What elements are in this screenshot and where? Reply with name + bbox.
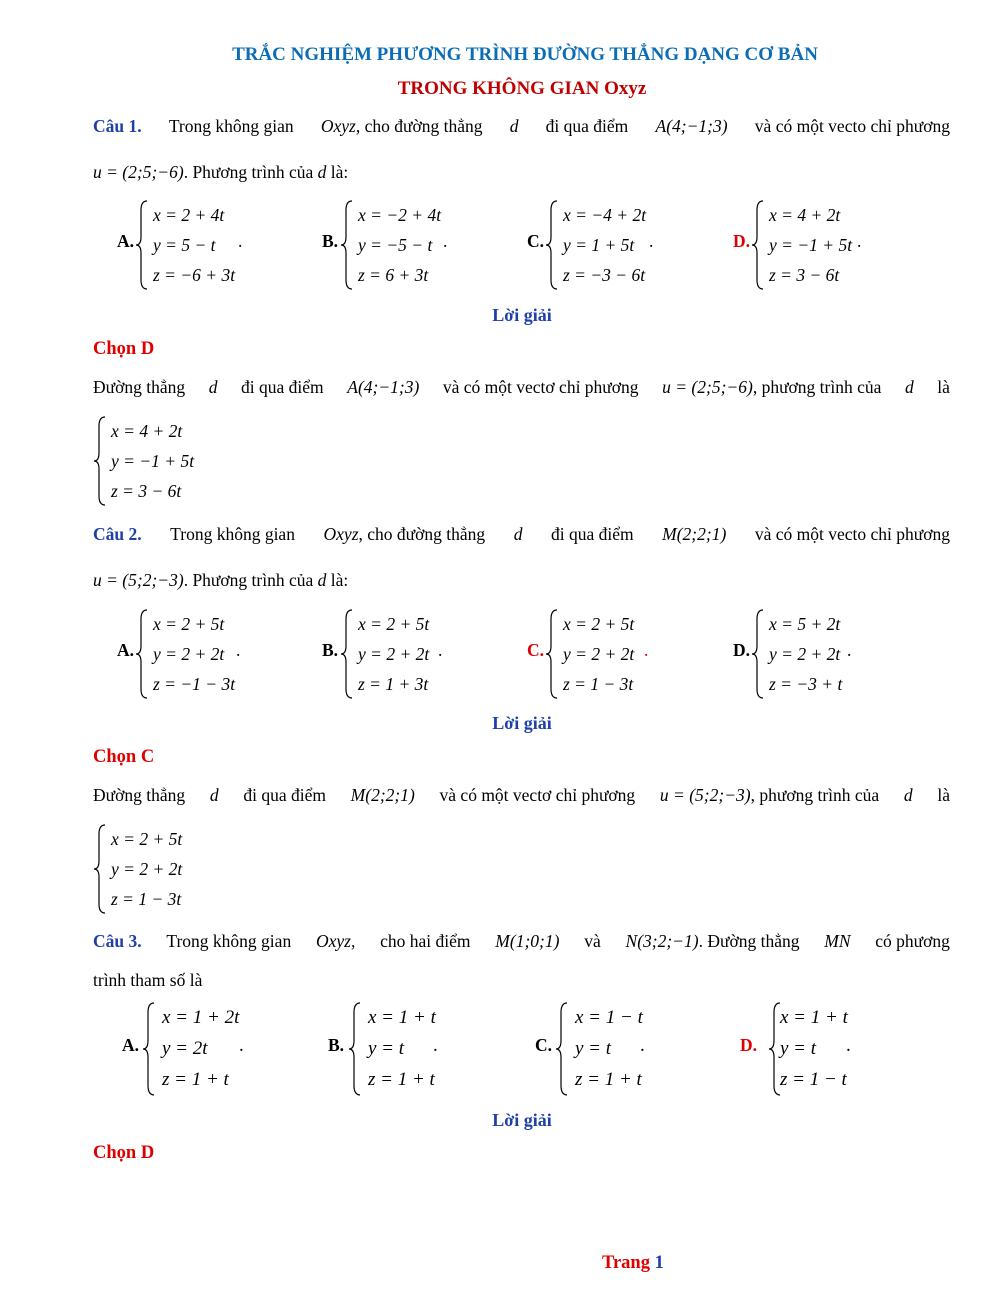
equation: x = 2 + 5t	[563, 614, 635, 634]
brace-icon	[751, 200, 765, 290]
q1-space-name: Oxyz	[320, 116, 356, 136]
explain-text: đi qua điểm	[243, 785, 326, 805]
q3-option-d[interactable]	[740, 1002, 900, 1092]
q2-stem-line1	[93, 524, 950, 545]
q3-text: có phương	[875, 931, 950, 951]
q1-stem-line1	[93, 116, 950, 137]
brace-icon	[545, 609, 559, 699]
equation: y = 2 + 2t	[769, 644, 841, 664]
q1-explanation	[93, 377, 950, 398]
q3-text: Trong không gian	[166, 931, 292, 951]
equation: z = 1 + t	[368, 1069, 435, 1090]
equation-system	[153, 609, 235, 699]
explain-line-name: d	[209, 785, 219, 805]
brace-icon	[93, 416, 107, 506]
option-tail: .	[433, 1035, 438, 1056]
equation-system	[153, 200, 235, 290]
equation: x = 1 + 2t	[162, 1007, 240, 1028]
equation: z = 3 − 6t	[111, 481, 182, 501]
equation-system	[368, 1002, 436, 1095]
explain-line-name: d	[904, 377, 914, 397]
explain-text: là	[937, 377, 950, 397]
q3-line-name: MN	[824, 931, 851, 951]
equation: y = 2 + 2t	[111, 859, 183, 879]
q3-option-a[interactable]	[122, 1002, 282, 1092]
q1-text: . Phương trình của	[183, 162, 314, 182]
option-tail: .	[649, 231, 654, 251]
q1-text: , cho đường thẳng	[355, 116, 483, 136]
q2-line-name: d	[513, 524, 523, 544]
option-tail: .	[438, 640, 443, 660]
q2-text: Trong không gian	[170, 524, 295, 544]
option-tail: .	[238, 231, 243, 251]
q2-option-d[interactable]	[733, 609, 893, 699]
explain-text: và có một vectơ chỉ phương	[439, 785, 636, 805]
option-label: A.	[117, 640, 135, 660]
explain-text: và có một vectơ chỉ phương	[442, 377, 639, 397]
equation: y = 1 + 5t	[563, 235, 635, 255]
equation: y = −5 − t	[358, 235, 433, 255]
page-footer	[602, 1253, 664, 1274]
q2-text: là:	[330, 570, 349, 590]
q2-text: và có một vecto chỉ phương	[754, 524, 950, 544]
q1-vector: u = (2;5;−6)	[93, 162, 184, 182]
q1-option-b[interactable]	[322, 200, 482, 290]
q2-line-name: d	[317, 570, 327, 590]
equation: x = 5 + 2t	[769, 614, 841, 634]
q2-solution-heading: Lời giải	[492, 713, 552, 733]
q2-option-a[interactable]	[117, 609, 277, 699]
option-tail: .	[846, 1035, 851, 1056]
brace-icon	[340, 200, 354, 290]
explain-text: , phương trình của	[752, 377, 882, 397]
option-tail: .	[236, 640, 241, 660]
q1-text: đi qua điểm	[545, 116, 629, 136]
equation: x = 4 + 2t	[111, 421, 183, 441]
q2-vector: u = (5;2;−3)	[93, 570, 184, 590]
q2-answer-system	[75, 824, 275, 914]
equation: y = 2 + 2t	[153, 644, 225, 664]
equation: x = 1 + t	[780, 1007, 848, 1028]
equation: y = 2 + 2t	[563, 644, 635, 664]
q3-stem-line2: trình tham số là	[93, 970, 203, 990]
q1-label: Câu 1.	[93, 116, 142, 136]
option-label: C.	[527, 231, 545, 251]
explain-point: A(4;−1;3)	[347, 377, 420, 397]
equation: z = 1 + t	[162, 1069, 229, 1090]
option-label: B.	[328, 1035, 345, 1055]
equation: z = 1 − 3t	[111, 889, 182, 909]
q1-option-a[interactable]	[117, 200, 277, 290]
equation: x = 1 − t	[575, 1007, 643, 1028]
equation: y = 5 − t	[153, 235, 216, 255]
equation-system	[111, 824, 182, 914]
equation: y = −1 + 5t	[111, 451, 195, 471]
option-tail: .	[857, 231, 862, 251]
explain-vector: u = (5;2;−3)	[659, 785, 751, 805]
explain-text: đi qua điểm	[241, 377, 324, 397]
option-tail: .	[847, 640, 852, 660]
q3-text: cho hai điểm	[380, 931, 471, 951]
option-label: B.	[322, 640, 339, 660]
option-label: A.	[117, 231, 135, 251]
equation-system	[563, 200, 646, 290]
q1-chosen-answer: Chọn D	[93, 339, 155, 359]
q3-option-b[interactable]	[328, 1002, 488, 1092]
option-label: A.	[122, 1035, 140, 1055]
q3-chosen-answer: Chọn D	[93, 1143, 155, 1163]
option-label-correct: D.	[740, 1035, 758, 1055]
equation: x = 2 + 5t	[358, 614, 430, 634]
equation-system	[162, 1002, 239, 1095]
q3-stem-line1	[93, 931, 950, 952]
q1-text: Trong không gian	[168, 116, 294, 136]
option-tail: .	[640, 1035, 645, 1056]
equation: y = 2t	[162, 1038, 208, 1059]
equation-system	[769, 200, 852, 290]
equation: y = t	[575, 1038, 612, 1059]
brace-icon	[135, 609, 149, 699]
equation: y = 2 + 2t	[358, 644, 430, 664]
page-title: TRẮC NGHIỆM PHƯƠNG TRÌNH ĐƯỜNG THẲNG DẠNG CƠ BẢN	[232, 44, 818, 65]
explain-text: là	[937, 785, 950, 805]
brace-icon	[545, 200, 559, 290]
option-tail: .	[443, 231, 448, 251]
q3-space-name: Oxyz,	[315, 931, 356, 951]
q2-chosen-answer: Chọn C	[93, 747, 155, 767]
option-tail: .	[239, 1035, 244, 1056]
brace-icon	[93, 824, 107, 914]
q3-solution-heading: Lời giải	[492, 1110, 552, 1130]
q1-line-name: d	[509, 116, 519, 136]
page-subtitle: TRONG KHÔNG GIAN Oxyz	[397, 78, 647, 99]
equation: y = t	[780, 1038, 817, 1059]
equation: x = 1 + t	[368, 1007, 436, 1028]
q2-text: . Phương trình của	[183, 570, 314, 590]
explain-vector: u = (2;5;−6)	[662, 377, 753, 397]
brace-icon	[555, 1002, 569, 1096]
option-label: C.	[535, 1035, 553, 1055]
equation: x = 2 + 5t	[111, 829, 183, 849]
q2-stem-line2	[93, 570, 348, 591]
equation: x = 4 + 2t	[769, 205, 841, 225]
q1-text: và có một vecto chỉ phương	[754, 116, 950, 136]
brace-icon	[142, 1002, 156, 1096]
q3-point-m: M(1;0;1)	[495, 931, 560, 951]
explain-line-name: d	[903, 785, 913, 805]
equation: z = −3 + t	[769, 674, 843, 694]
equation-system	[769, 609, 842, 699]
explain-text: , phương trình của	[750, 785, 880, 805]
option-label: B.	[322, 231, 339, 251]
option-label: D.	[733, 640, 751, 660]
equation-system	[111, 416, 194, 506]
explain-line-name: d	[208, 377, 218, 397]
q3-label: Câu 3.	[93, 931, 142, 951]
q1-answer-system	[75, 416, 275, 506]
option-tail: .	[644, 640, 649, 660]
explain-text: Đường thẳng	[93, 785, 186, 805]
equation: y = t	[368, 1038, 405, 1059]
brace-icon	[348, 1002, 362, 1096]
q3-point-n: N(3;2;−1)	[625, 931, 699, 951]
option-label-correct: C.	[527, 640, 545, 660]
equation: z = 3 − 6t	[769, 265, 840, 285]
q2-option-b[interactable]	[322, 609, 482, 699]
q2-text: , cho đường thẳng	[358, 524, 486, 544]
q1-stem-line2	[93, 162, 348, 183]
q2-label: Câu 2.	[93, 524, 142, 544]
equation: z = 1 + 3t	[358, 674, 429, 694]
brace-icon	[751, 609, 765, 699]
explain-point: M(2;2;1)	[350, 785, 415, 805]
option-label-correct: D.	[733, 231, 751, 251]
brace-icon	[340, 609, 354, 699]
equation: z = −6 + 3t	[153, 265, 236, 285]
q1-solution-heading: Lời giải	[492, 305, 552, 325]
equation: z = −1 − 3t	[153, 674, 236, 694]
page-word: Trang	[602, 1253, 650, 1273]
q2-text: đi qua điểm	[550, 524, 634, 544]
q3-text: . Đường thẳng	[698, 931, 800, 951]
brace-icon	[135, 200, 149, 290]
equation: z = 1 + t	[575, 1069, 642, 1090]
q1-point: A(4;−1;3)	[655, 116, 728, 136]
q1-option-c[interactable]	[527, 200, 687, 290]
q2-explanation	[93, 785, 950, 806]
q3-option-c[interactable]	[535, 1002, 695, 1092]
equation-system	[563, 609, 634, 699]
q2-space-name: Oxyz	[323, 524, 359, 544]
equation-system	[358, 200, 441, 290]
equation: y = −1 + 5t	[769, 235, 853, 255]
equation: x = 2 + 4t	[153, 205, 225, 225]
q2-point: M(2;2;1)	[662, 524, 727, 544]
q3-text: và	[584, 931, 601, 951]
equation-system	[575, 1002, 643, 1095]
equation-system	[358, 609, 429, 699]
q1-option-d[interactable]	[733, 200, 893, 290]
q1-line-name: d	[317, 162, 327, 182]
explain-text: Đường thẳng	[93, 377, 186, 397]
equation: z = −3 − 6t	[563, 265, 646, 285]
page-number: 1	[654, 1253, 664, 1273]
q1-text: là:	[330, 162, 349, 182]
q2-option-c[interactable]	[527, 609, 687, 699]
equation-system	[780, 1002, 848, 1095]
equation: z = 1 − 3t	[563, 674, 634, 694]
equation: z = 1 − t	[780, 1069, 847, 1090]
equation: z = 6 + 3t	[358, 265, 429, 285]
equation: x = 2 + 5t	[153, 614, 225, 634]
equation: x = −2 + 4t	[358, 205, 442, 225]
equation: x = −4 + 2t	[563, 205, 647, 225]
